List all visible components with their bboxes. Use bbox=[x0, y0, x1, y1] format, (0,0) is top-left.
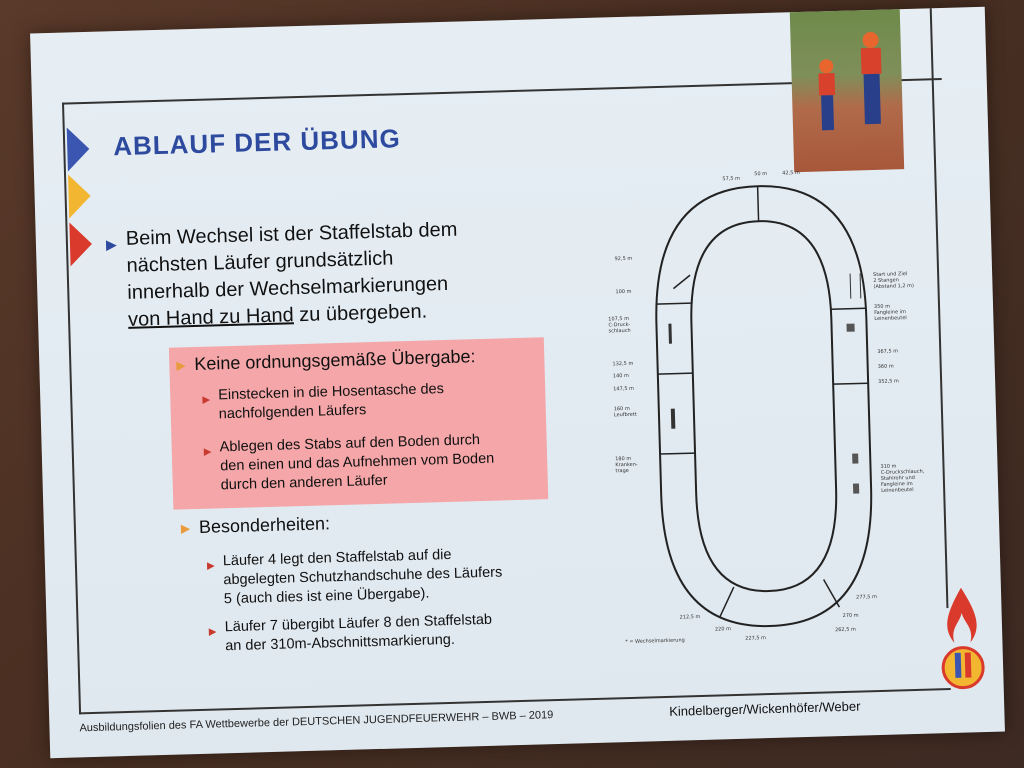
svg-text:trage: trage bbox=[615, 467, 629, 475]
svg-text:212,5 m: 212,5 m bbox=[679, 613, 701, 621]
bullet-arrow-icon: ▶ bbox=[105, 236, 117, 253]
svg-text:310 m: 310 m bbox=[880, 463, 897, 470]
svg-text:107,5 m: 107,5 m bbox=[608, 315, 630, 323]
sub-heading-special: ▶ Besonderheiten: bbox=[180, 513, 331, 537]
svg-text:* = Wechselmarkierung: * = Wechselmarkierung bbox=[625, 637, 685, 646]
svg-text:schlauch: schlauch bbox=[608, 327, 631, 335]
svg-text:C-Druck-: C-Druck- bbox=[608, 321, 631, 329]
deco-red-triangle-icon bbox=[69, 222, 92, 267]
svg-text:Kranken-: Kranken- bbox=[615, 461, 638, 469]
deco-blue-triangle-icon bbox=[67, 127, 90, 172]
svg-text:Leufbrett: Leufbrett bbox=[613, 411, 637, 419]
svg-text:262,5 m: 262,5 m bbox=[834, 626, 856, 634]
svg-text:147,5 m: 147,5 m bbox=[613, 385, 635, 393]
firefighters-photo bbox=[790, 9, 904, 172]
projected-slide bbox=[30, 7, 1005, 758]
svg-text:140 m: 140 m bbox=[612, 372, 629, 380]
svg-text:180 m: 180 m bbox=[615, 455, 632, 463]
svg-text:57,5 m: 57,5 m bbox=[722, 175, 741, 183]
svg-text:220 m: 220 m bbox=[714, 626, 732, 633]
svg-text:50 m: 50 m bbox=[754, 170, 768, 178]
sub-item-arrow-icon: ▶ bbox=[208, 626, 217, 638]
svg-text:277,5 m: 277,5 m bbox=[856, 594, 877, 601]
sub-item-arrow-icon: ▶ bbox=[206, 560, 215, 572]
sub-item-arrow-icon: ▶ bbox=[202, 394, 211, 406]
sub-item-pocket: ▶ Einstecken in die Hosentasche des nachfolgenden Läufers bbox=[202, 381, 445, 423]
sub-arrow-icon: ▶ bbox=[176, 358, 186, 373]
svg-text:160 m: 160 m bbox=[613, 405, 630, 413]
svg-text:227,5 m: 227,5 m bbox=[745, 635, 767, 642]
svg-text:100 m: 100 m bbox=[615, 288, 632, 296]
svg-text:270 m: 270 m bbox=[842, 612, 859, 620]
sub-item-runner4: ▶ Läufer 4 legt den Staffelstab auf die abgelegten Schutzhandschuhe des Läufers 5 (auch dies ist eine Übergabe). bbox=[206, 546, 503, 608]
sub-item-runner7: ▶ Läufer 7 übergibt Läufer 8 den Staffelstab an der 310m-Abschnittsmarkierung. bbox=[208, 611, 493, 655]
sub-heading-improper-handover: ▶ Keine ordnungsgemäße Übergabe: bbox=[176, 346, 476, 375]
main-bullet: ▶ Beim Wechsel ist der Staffelstab dem nächsten Läufer grundsätzlich innerhalb der Wechselmarkierungen von Hand zu Hand zu übergeben. bbox=[105, 218, 458, 331]
footer-authors: Kindelberger/Wickenhöfer/Weber bbox=[669, 698, 861, 719]
footer-source: Ausbildungsfolien des FA Wettbewerbe der DEUTSCHEN JUGENDFEUERWEHR – BWB – 2019 bbox=[79, 709, 554, 735]
svg-text:350 m: 350 m bbox=[873, 303, 891, 311]
sub-item-ground: ▶ Ablegen des Stabs auf den Boden durch den einen und das Aufnehmen vom Boden durch den anderen Läufer bbox=[203, 432, 495, 494]
svg-text:132,5 m: 132,5 m bbox=[612, 360, 634, 368]
jugendfeuerwehr-logo bbox=[931, 582, 994, 694]
firefighters-photo-icon bbox=[790, 9, 904, 172]
svg-text:Leinenbeutel: Leinenbeutel bbox=[874, 315, 907, 323]
svg-text:360 m: 360 m bbox=[877, 363, 894, 370]
svg-text:C-Druckschlauch,: C-Druckschlauch, bbox=[880, 468, 925, 476]
svg-text:367,5 m: 367,5 m bbox=[877, 348, 899, 355]
svg-text:92,5 m: 92,5 m bbox=[614, 255, 633, 263]
svg-text:Fangleine im: Fangleine im bbox=[874, 309, 907, 317]
svg-text:Start und Ziel: Start und Ziel bbox=[873, 271, 908, 279]
slide-title: ABLAUF DER ÜBUNG bbox=[112, 123, 402, 162]
sub-arrow-icon: ▶ bbox=[180, 521, 191, 536]
svg-text:352,5 m: 352,5 m bbox=[878, 378, 899, 385]
svg-text:2 Stangen: 2 Stangen bbox=[873, 277, 899, 285]
relay-track-diagram bbox=[582, 156, 945, 646]
sub-item-arrow-icon: ▶ bbox=[203, 446, 212, 458]
svg-text:Leinenbeutel: Leinenbeutel bbox=[881, 486, 914, 494]
deco-yellow-triangle-icon bbox=[68, 174, 91, 219]
svg-text:(Abstand 1,2 m): (Abstand 1,2 m) bbox=[873, 282, 915, 291]
svg-text:Stahlrohr und: Stahlrohr und bbox=[880, 474, 915, 482]
svg-text:Fangleine im: Fangleine im bbox=[880, 481, 913, 488]
svg-text:42,5 m: 42,5 m bbox=[782, 170, 800, 177]
underlined-phrase: von Hand zu Hand bbox=[127, 304, 295, 331]
